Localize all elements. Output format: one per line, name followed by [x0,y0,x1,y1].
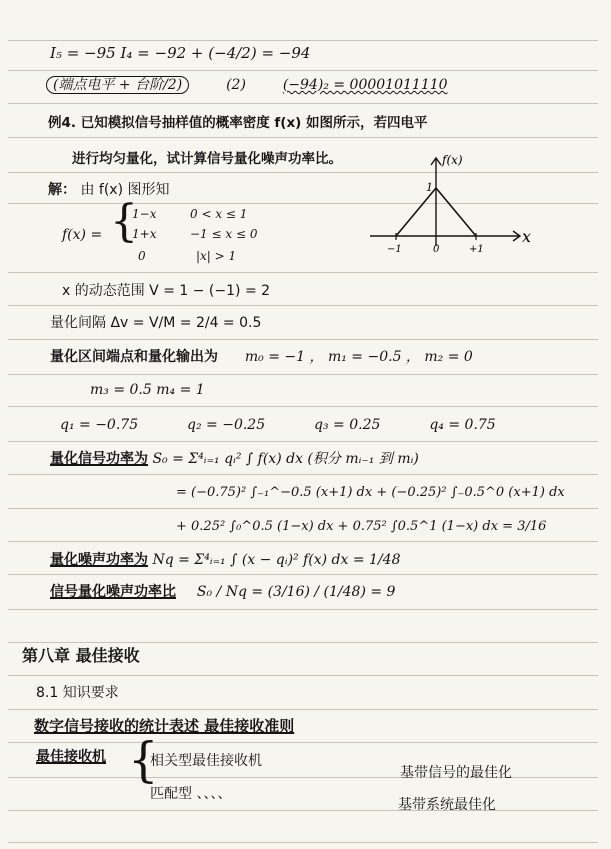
receiver-branch-correlation: 相关型最佳接收机 [150,753,262,769]
endpoints-line [50,348,473,366]
snr-line [50,583,395,601]
receiver-label: 最佳接收机 [36,749,106,765]
graph-tick-label-0: 0 [433,244,440,255]
calc-line-1: I₅ = −95 I₄ = −92 + (−4/2) = −94 [50,44,311,62]
quantized-outputs [60,416,496,434]
endpoint-plus-halfstep-label: (端点电平 + 台阶/2) [46,76,189,94]
piecewise-cond-3: |x| > 1 [196,249,237,263]
noise-power-label: 量化噪声功率为 [50,552,148,568]
chapter-heading: 第八章 最佳接收 [22,646,140,665]
calc-line-2 [46,76,448,94]
receiver-branch-matched: 匹配型 、、、、 [150,786,232,802]
piecewise-cond-1: 0 < x ≤ 1 [190,207,248,221]
example-title: 例4. 已知模拟信号抽样值的概率密度 f(x) 如图所示，若四电平 [48,115,428,131]
snr-label: 信号量化噪声功率比 [50,584,176,600]
output-q3: q₃ = 0.25 [314,417,381,433]
receiver-brace: { [128,732,159,788]
piecewise-brace: { [110,196,138,247]
signal-power-line [50,450,419,468]
note-baseband-signal-optimization: 基带信号的最佳化 [400,765,512,781]
piecewise-lhs: f(x) = [62,227,103,243]
piecewise-expr-2: 1+x [132,227,157,241]
endpoints-values-continued: m₃ = 0.5 m₄ = 1 [90,382,205,398]
graph-tick-label-pos1: +1 [469,244,484,255]
endpoints-values: m₀ = −1 ， m₁ = −0.5 ， m₂ = 0 [244,349,473,365]
signal-power-expansion-1: = (−0.75)² ∫₋₁^−0.5 (x+1) dx + (−0.25)² ∫₋0.5^0 (x+1) dx [176,485,565,500]
dynamic-range: x 的动态范围 V = 1 − (−1) = 2 [62,283,271,299]
output-q4: q₄ = 0.75 [429,417,496,433]
piecewise-expr-1: 1−x [132,207,157,221]
output-q1: q₁ = −0.75 [60,417,139,433]
section-heading: 8.1 知识要求 [36,685,119,701]
pdf-triangle-graph [370,150,540,260]
snr-formula: S₀ / Nq = (3/16) / (1/48) = 9 [196,584,396,600]
solution-intro: 解： 由 f(x) 图形知 [48,182,170,198]
graph-ylabel: f(x) [442,153,463,167]
example-title-continued: 进行均匀量化，试计算信号量化噪声功率比。 [72,151,342,167]
graph-peak-label: 1 [426,181,433,194]
signal-power-expansion-2: + 0.25² ∫₀^0.5 (1−x) dx + 0.75² ∫0.5^1 (1−x) dx = 3/16 [176,519,547,534]
graph-xlabel: x [522,227,532,246]
graph-tick-label-neg1: −1 [387,244,402,255]
piecewise-cond-2: −1 ≤ x ≤ 0 [190,227,258,241]
calc-binary-result: (−94)₂ = 00001011110 [282,77,448,93]
calc-index: (2) [226,77,246,93]
noise-power-line [50,551,401,569]
signal-power-formula: S₀ = Σ⁴ᵢ₌₁ qᵢ² ∫ f(x) dx (积分 mᵢ₋₁ 到 mᵢ) [152,451,419,467]
piecewise-expr-3: 0 [138,249,146,263]
output-q2: q₂ = −0.25 [187,417,266,433]
noise-power-formula: Nq = Σ⁴ᵢ₌₁ ∫ (x − qᵢ)² f(x) dx = 1/48 [152,552,401,568]
note-baseband-system-optimization: 基带系统最佳化 [398,797,496,813]
quantization-interval: 量化间隔 Δv = V/M = 2/4 = 0.5 [50,315,262,331]
endpoints-label: 量化区间端点和量化输出为 [50,349,218,365]
knowledge-items: 数字信号接收的统计表述 最佳接收准则 [34,717,295,735]
signal-power-label: 量化信号功率为 [50,451,148,467]
solution-label: 解： [48,182,76,198]
